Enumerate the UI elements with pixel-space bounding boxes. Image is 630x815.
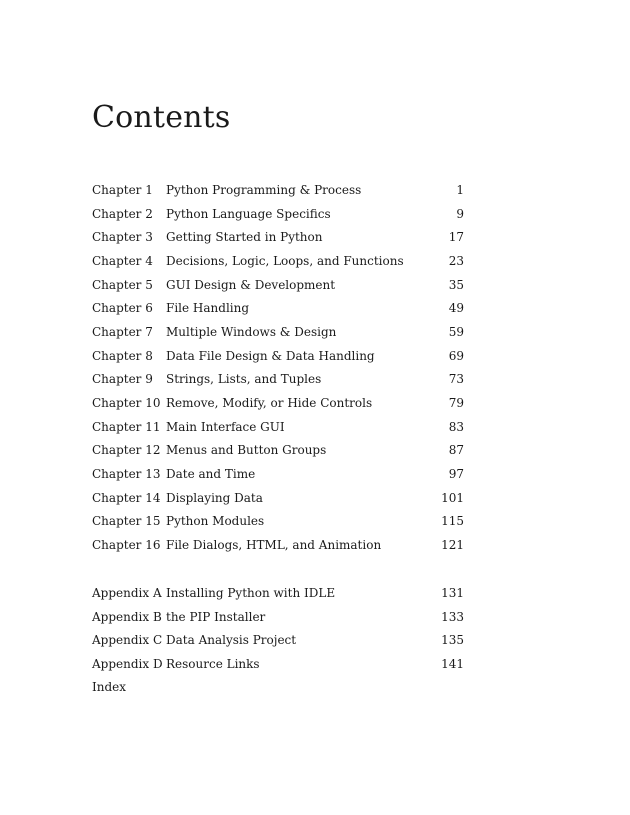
toc-entry-appendix-c[interactable] (92, 628, 464, 652)
page-number: 97 (448, 467, 464, 482)
appendix-label: Appendix C (92, 633, 163, 648)
page-number: 131 (441, 585, 464, 600)
toc-entry-chapter-9[interactable] (92, 368, 464, 392)
appendix-title: Data Analysis Project (166, 633, 297, 648)
chapter-title: Python Language Specifics (166, 206, 331, 221)
chapter-title: GUI Design & Development (166, 277, 336, 292)
toc-entry-chapter-14[interactable] (92, 486, 464, 510)
chapter-label: Chapter 6 (92, 301, 153, 316)
page-number: 69 (448, 348, 464, 363)
page-number: 35 (448, 277, 464, 292)
toc-entry-appendix-b[interactable] (92, 605, 464, 629)
toc-entry-chapter-8[interactable] (92, 344, 464, 368)
page-number: 1 (456, 182, 464, 197)
toc-entry-chapter-12[interactable] (92, 439, 464, 463)
page-number: 135 (441, 633, 464, 648)
chapter-label: Chapter 7 (92, 324, 153, 339)
chapter-label: Chapter 10 (92, 396, 161, 411)
chapter-label: Chapter 15 (92, 514, 161, 529)
appendix-label: Appendix D (92, 656, 163, 671)
page-number: 17 (448, 230, 464, 245)
page-number: 87 (448, 443, 464, 458)
toc-entry-chapter-1[interactable] (92, 178, 464, 202)
appendix-list (92, 581, 464, 676)
chapter-title: Data File Design & Data Handling (166, 348, 375, 363)
chapter-label: Chapter 13 (92, 467, 161, 482)
toc-entry-chapter-7[interactable] (92, 320, 464, 344)
page-number: 133 (441, 609, 464, 624)
chapter-title: Getting Started in Python (166, 230, 323, 245)
chapter-label: Chapter 1 (92, 182, 153, 197)
chapter-label: Chapter 2 (92, 206, 153, 221)
appendix-label: Appendix B (92, 609, 162, 624)
chapter-list (92, 178, 464, 557)
toc-entry-appendix-d[interactable] (92, 652, 464, 676)
appendix-label: Appendix A (92, 585, 162, 600)
toc-entry-chapter-3[interactable] (92, 225, 464, 249)
toc-entry-chapter-6[interactable] (92, 296, 464, 320)
chapter-title: Main Interface GUI (166, 419, 285, 434)
chapter-label: Chapter 11 (92, 419, 161, 434)
toc-entry-chapter-13[interactable] (92, 462, 464, 486)
page-title: Contents (92, 100, 231, 135)
chapter-title: File Dialogs, HTML, and Animation (166, 538, 382, 553)
appendix-title: the PIP Installer (166, 609, 266, 624)
page-number: 73 (448, 372, 464, 387)
toc-entry-index[interactable]: Index (92, 680, 127, 694)
chapter-title: File Handling (166, 301, 250, 316)
toc-entry-chapter-5[interactable] (92, 273, 464, 297)
chapter-title: Python Modules (166, 514, 265, 529)
toc-entry-chapter-2[interactable] (92, 202, 464, 226)
appendix-title: Installing Python with IDLE (166, 585, 336, 600)
chapter-label: Chapter 14 (92, 490, 161, 505)
toc-entry-appendix-a[interactable] (92, 581, 464, 605)
toc-entry-chapter-4[interactable] (92, 249, 464, 273)
chapter-title: Decisions, Logic, Loops, and Functions (166, 253, 404, 268)
chapter-label: Chapter 5 (92, 277, 153, 292)
page-number: 79 (448, 396, 464, 411)
toc-entry-chapter-16[interactable] (92, 533, 464, 557)
toc-entry-chapter-11[interactable] (92, 415, 464, 439)
toc-entry-chapter-10[interactable] (92, 391, 464, 415)
chapter-title: Menus and Button Groups (166, 443, 327, 458)
chapter-title: Python Programming & Process (166, 182, 362, 197)
chapter-label: Chapter 12 (92, 443, 161, 458)
page-number: 9 (456, 206, 464, 221)
chapter-title: Remove, Modify, or Hide Controls (166, 396, 373, 411)
chapter-label: Chapter 3 (92, 230, 153, 245)
chapter-title: Multiple Windows & Design (166, 324, 337, 339)
chapter-label: Chapter 8 (92, 348, 153, 363)
chapter-title: Displaying Data (166, 490, 263, 505)
page-number: 115 (441, 514, 464, 529)
chapter-title: Strings, Lists, and Tuples (166, 372, 322, 387)
page-number: 49 (448, 301, 464, 316)
page-number: 23 (448, 253, 464, 268)
appendix-title: Resource Links (166, 656, 260, 671)
chapter-label: Chapter 16 (92, 538, 161, 553)
chapter-label: Chapter 9 (92, 372, 153, 387)
page-number: 121 (441, 538, 464, 553)
toc-entry-chapter-15[interactable] (92, 510, 464, 534)
chapter-title: Date and Time (166, 467, 256, 482)
chapter-label: Chapter 4 (92, 253, 153, 268)
page-number: 83 (448, 419, 464, 434)
page-number: 101 (441, 490, 464, 505)
page-number: 59 (448, 324, 464, 339)
page-number: 141 (441, 656, 464, 671)
